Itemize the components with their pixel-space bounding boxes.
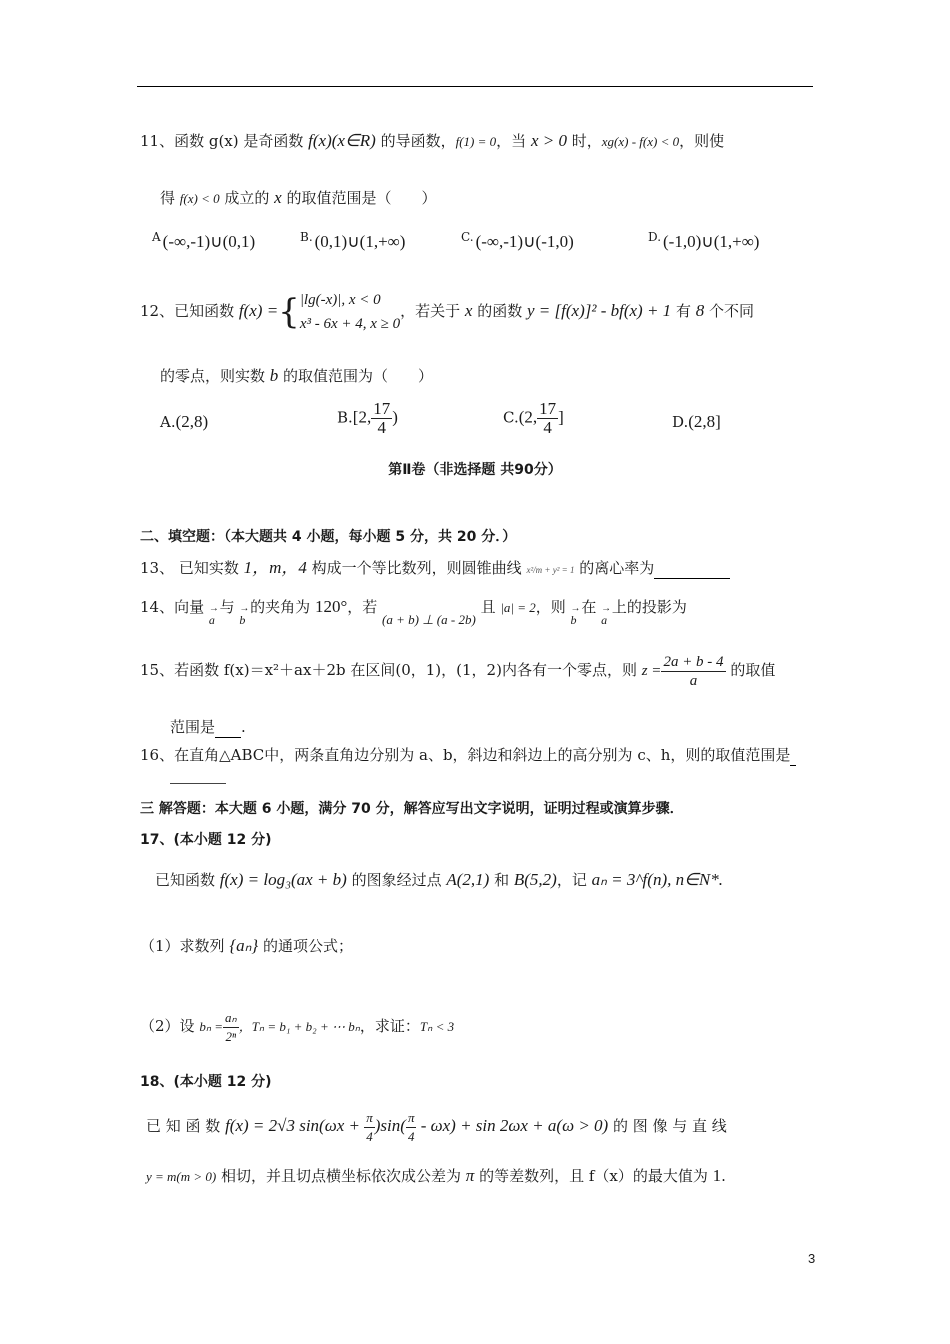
q11-option-c: $^{C.}$ (-∞,-1)∪(-1,0) <box>461 230 574 251</box>
q18-line2: y = m(m > 0) 相切，并且切点横坐标依次成公差为 π 的等差数列，且 f（x）的最大值为 1. <box>146 1166 726 1185</box>
q12-line1: 12、已知函数 f(x) ={ |lg(-x)|, x < 0 x³ - 6x + 4, x ≥ 0 ，若关于 x 的函数 y = [f(x)]² - bf(x) + 1 有 8 个不同 <box>140 288 754 336</box>
q11-option-b: $^{B.}$ (0,1)∪(1,+∞) <box>300 230 406 251</box>
q14-line: 14、向量 → a 与 → b 的夹角为 120°，若 (a + b) ⊥ (a - 2b) 且 |a| = 2，则 → b 在 → a 上的投影为 <box>140 597 687 630</box>
fill-in-header: 二、填空题：（本大题共 4 小题，每小题 5 分，共 20 分．） <box>140 529 517 545</box>
q11-line1: 11、函数 g(x) 是奇函数 f(x)(x∈R) 的导函数，f(1) = 0，当 x > 0 时，xg(x) - f(x) < 0，则使 <box>140 131 725 150</box>
q17-part1: （1）求数列 {aₙ} 的通项公式； <box>140 936 353 955</box>
q13-answer-blank <box>654 558 730 579</box>
q11-option-d: $^{D.}$ (-1,0)∪(1,+∞) <box>648 230 760 251</box>
q11-function-expr: f(x)(x∈R) <box>308 131 376 150</box>
q12-option-c: C.(2, $\frac{17}{4}$ ] <box>503 399 564 437</box>
section2-title: 第Ⅱ卷（非选择题 共90分） <box>388 462 562 478</box>
q12-option-a: A.(2,8) <box>160 412 209 431</box>
q17-title: 17、(本小题 12 分) <box>140 832 272 848</box>
q12-brace: { <box>278 292 300 332</box>
q17-line1: 已知函数 f(x) = log₃(ax + b) 的图象经过点 A(2,1) 和 B(5,2)，记 aₙ = 3^f(n), n∈N*. <box>155 870 724 889</box>
q17-part2: （2）设 bₙ = $\frac{\text{aₙ}}{\text{2ⁿ}}$ ，Tₙ = b₁ + b₂ + ⋯ bₙ，求证：Tₙ < 3 <box>140 1009 455 1044</box>
q18-line1: 已 知 函 数 f(x) = 2√3 sin(ωx + $\frac{\pi}{4}$ )sin( $\frac{\pi}{4}$ - ωx) + sin 2ωx + a(ω > 0) 的 图 像 与 直 线 <box>146 1109 727 1144</box>
solve-header: 三 解答题：本大题 6 小题，满分 70 分，解答应写出文字说明，证明过程或演算步骤． <box>140 801 684 817</box>
page-number: 3 <box>808 1251 816 1266</box>
header-rule <box>137 86 813 87</box>
q11-line2: 得 f(x) < 0 成立的 x 的取值范围是（ ） <box>160 188 437 207</box>
q11-option-a: $^A$ (-∞,-1)∪(0,1) <box>152 230 256 251</box>
q13-line: 13、 已知实数 1，m，4 构成一个等比数列，则圆锥曲线 x²/m + y² = 1 的离心率为 <box>140 558 730 580</box>
q16-line: 16、在直角△ABC中，两条直角边分别为 a、b，斜边和斜边上的高分别为 c、h，则的取值范围是 <box>140 745 796 766</box>
q15-answer-blank <box>215 717 241 738</box>
q12-line2: 的零点，则实数 b 的取值范围为（ ） <box>160 366 434 385</box>
q15-line2: 范围是 . <box>170 718 246 736</box>
q12-option-b: B.[2, $\frac{17}{4}$ ) <box>337 399 398 437</box>
q18-title: 18、(本小题 12 分) <box>140 1074 272 1090</box>
q12-piecewise: |lg(-x)|, x < 0 x³ - 6x + 4, x ≥ 0 <box>299 292 401 332</box>
q16-answer-blank <box>170 783 226 784</box>
q12-option-d: D.(2,8] <box>672 412 721 431</box>
q15-line1: 15、若函数 f(x)＝x²＋ax＋2b 在区间(0，1)，(1，2)内各有一个零点，则 z = $\frac{2a + b - 4}{a}$ 的取值 <box>140 653 776 689</box>
q15-fraction: $\frac{2a + b - 4}{a}$ <box>663 653 724 689</box>
